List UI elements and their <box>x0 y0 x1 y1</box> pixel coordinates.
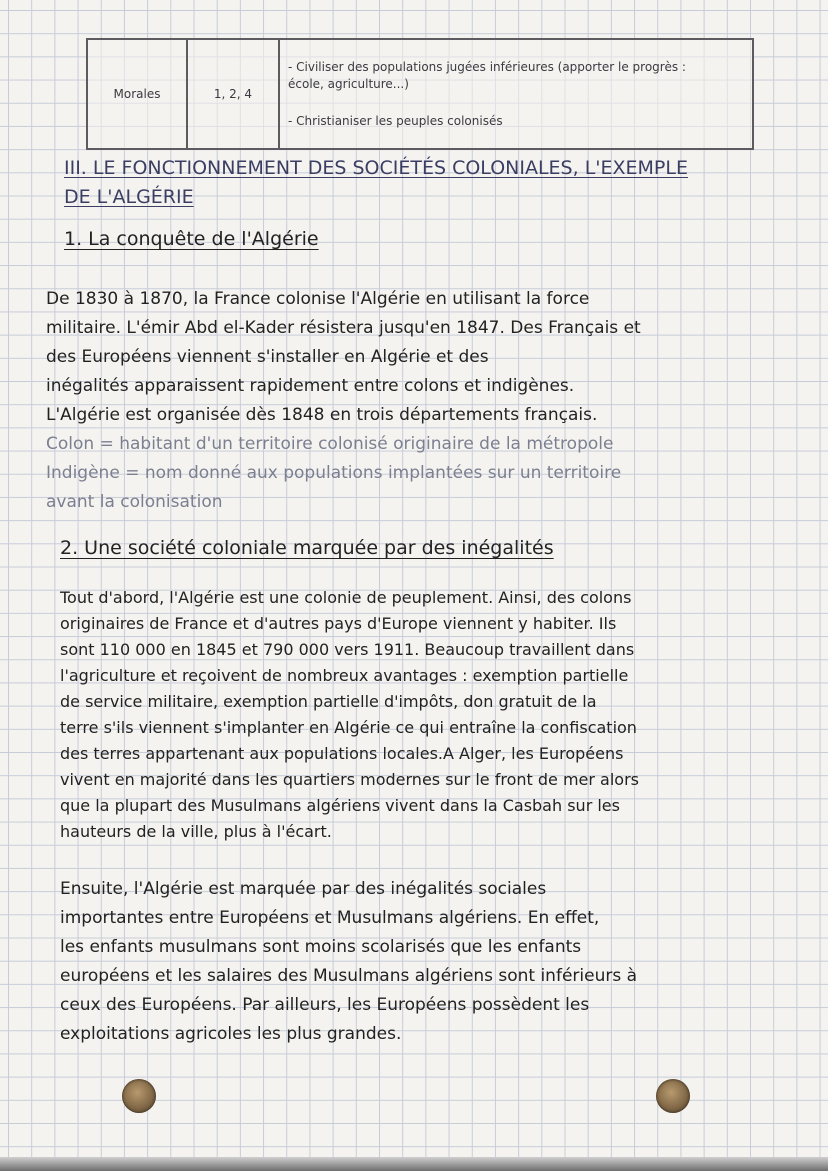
text-line: que la plupart des Musulmans algériens vivent dans la Casbah sur les <box>60 796 620 815</box>
text-line: terre s'ils viennent s'implanter en Algérie ce qui entraîne la confiscation <box>60 718 637 737</box>
table-cell-category <box>87 39 187 149</box>
docs-label: 1, 2, 4 <box>213 87 253 101</box>
text-line: militaire. L'émir Abd el-Kader résistera jusqu'en 1847. Des Français et <box>46 318 641 338</box>
text-line: De 1830 à 1870, la France colonise l'Algérie en utilisant la force <box>46 289 590 309</box>
definition-line: Indigène = nom donné aux populations implantées sur un territoire <box>46 463 622 483</box>
part2-paragraph-2 <box>60 875 637 1049</box>
text-line: Tout d'abord, l'Algérie est une colonie de peuplement. Ainsi, des colons <box>60 588 632 607</box>
text-line: l'agriculture et reçoivent de nombreux avantages : exemption partielle <box>60 666 629 685</box>
definition-line: avant la colonisation <box>46 492 223 512</box>
text-line: sont 110 000 en 1845 et 790 000 vers 1911. Beaucoup travaillent dans <box>60 640 635 659</box>
motives-table <box>86 38 754 150</box>
text-line: importantes entre Européens et Musulmans algériens. En effet, <box>60 908 600 928</box>
text-line: exploitations agricoles les plus grandes. <box>60 1024 402 1044</box>
definition-line: Colon = habitant d'un territoire colonisé originaire de la métropole <box>46 434 614 454</box>
section-title-line: DE L'ALGÉRIE <box>64 186 194 208</box>
part1-heading: 1. La conquête de l'Algérie <box>64 228 319 250</box>
bullet-line: école, agriculture...) <box>288 76 409 91</box>
text-line: vivent en majorité dans les quartiers modernes sur le front de mer alors <box>60 770 639 789</box>
text-line: Ensuite, l'Algérie est marquée par des inégalités sociales <box>60 879 547 899</box>
text-line: des Européens viennent s'installer en Algérie et des <box>46 347 489 367</box>
table-row <box>87 39 753 149</box>
text-line: originaires de France et d'autres pays d'Europe viennent y habiter. Ils <box>60 614 617 633</box>
table-cell-docs <box>187 39 279 149</box>
section-title <box>64 154 779 212</box>
part2-paragraph-1 <box>60 585 639 845</box>
page-bottom-edge <box>0 1157 828 1171</box>
table-cell-bullets <box>279 39 753 149</box>
text-line: ceux des Européens. Par ailleurs, les Européens possèdent les <box>60 995 590 1015</box>
bullet-line: - Christianiser les peuples colonisés <box>288 113 503 128</box>
punch-hole <box>122 1079 156 1113</box>
part2-heading: 2. Une société coloniale marquée par des inégalités <box>60 537 554 559</box>
text-line: L'Algérie est organisée dès 1848 en trois départements français. <box>46 405 598 425</box>
section-title-line: III. LE FONCTIONNEMENT DES SOCIÉTÉS COLONIALES, L'EXEMPLE <box>64 157 688 179</box>
part1-text <box>46 285 641 517</box>
text-line: européens et les salaires des Musulmans algériens sont inférieurs à <box>60 966 638 986</box>
punch-hole <box>656 1079 690 1113</box>
text-line: hauteurs de la ville, plus à l'écart. <box>60 822 332 841</box>
bullet-line: - Civiliser des populations jugées inférieures (apporter le progrès : <box>288 59 686 74</box>
text-line: les enfants musulmans sont moins scolarisés que les enfants <box>60 937 582 957</box>
text-line: inégalités apparaissent rapidement entre colons et indigènes. <box>46 376 575 396</box>
text-line: des terres appartenant aux populations locales.A Alger, les Européens <box>60 744 624 763</box>
category-label: Morales <box>113 87 161 101</box>
text-line: de service militaire, exemption partielle d'impôts, don gratuit de la <box>60 692 597 711</box>
